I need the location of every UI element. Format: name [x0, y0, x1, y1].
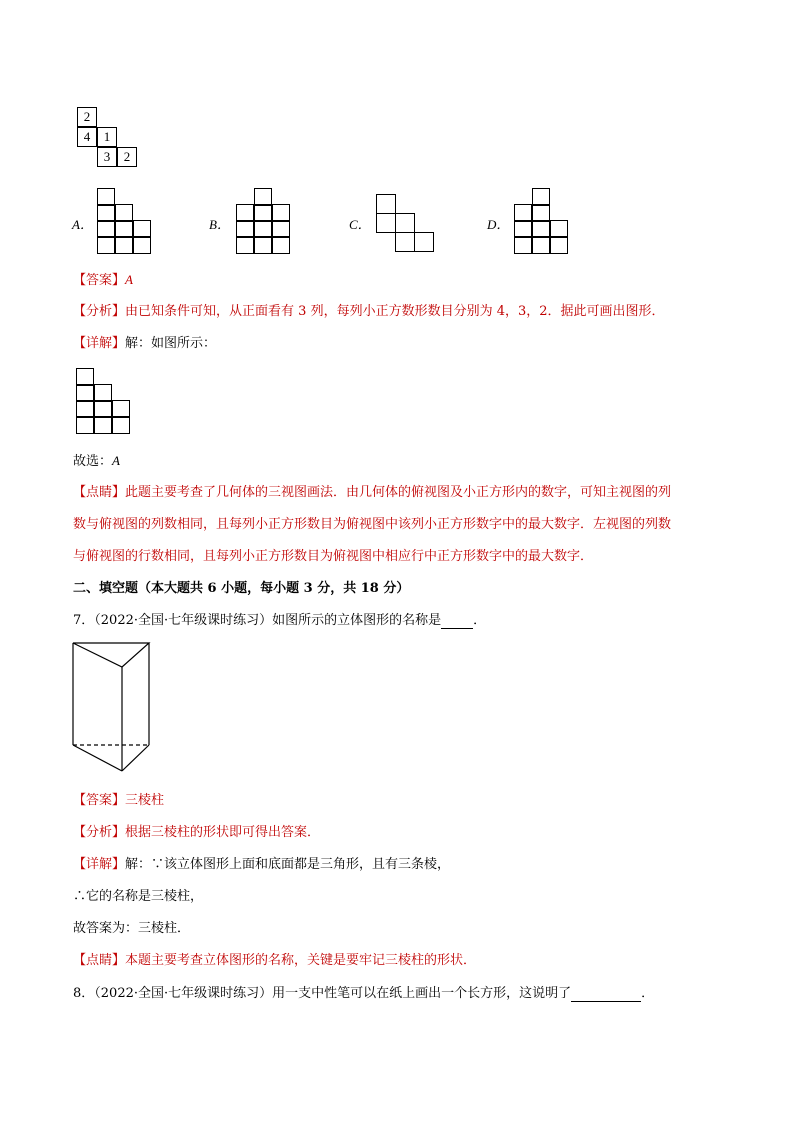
- q7-answer: [73, 793, 164, 809]
- option-b-label: B．: [209, 217, 230, 232]
- top-view-cell: 2: [117, 147, 137, 167]
- analysis-tag: 【分析】: [73, 304, 126, 319]
- q7-detail-line-2: ∴它的名称是三棱柱，: [73, 889, 204, 904]
- detail-tag: 【详解】: [73, 336, 126, 351]
- answer-tag: 【答案】: [73, 273, 126, 288]
- q7-comment: 【点睛】本题主要考查立体图形的名称，关键是要牢记三棱柱的形状．: [73, 953, 477, 968]
- q7-answer-blank[interactable]: [441, 612, 473, 629]
- top-view-cell: 1: [97, 127, 117, 147]
- q6-choose: 故选：A: [73, 453, 120, 469]
- answer-tag: 【答案】: [73, 793, 126, 808]
- q7-stem: 7．（2022·全国·七年级课时练习）如图所示的立体图形的名称是 ．: [73, 613, 487, 628]
- q6-answer: [73, 272, 133, 289]
- option-d-label: D．: [487, 217, 510, 232]
- q7-detail-line-3: 故答案为：三棱柱．: [73, 921, 191, 936]
- q8-stem: 8．（2022·全国·七年级课时练习）用一支中性笔可以在纸上画出一个长方形，这说明了 ．: [73, 986, 655, 1001]
- comment-tag: 【点睛】: [73, 485, 126, 500]
- q7-detail-line-1: 【详解】解：∵该立体图形上面和底面都是三角形，且有三条棱，: [73, 857, 451, 872]
- top-view-cell: 3: [97, 147, 117, 167]
- section-heading: 二、填空题（本大题共 6 小题，每小题 3 分，共 18 分）: [73, 581, 410, 596]
- analysis-tag: 【分析】: [73, 825, 126, 840]
- top-view-cell: 4: [77, 127, 97, 147]
- answer-value: 三棱柱: [125, 793, 165, 808]
- answer-value: A: [125, 272, 133, 287]
- q6-analysis: 【分析】由已知条件可知，从正面看有 3 列，每列小正方数形数目分别为 4，3，2．据此可画出图形．: [73, 304, 665, 319]
- q6-detail: 【详解】解：如图所示：: [73, 336, 217, 351]
- detail-tag: 【详解】: [73, 857, 126, 872]
- top-view-cell: 2: [77, 107, 97, 127]
- option-a-label: A．: [72, 217, 93, 232]
- comment-tag: 【点睛】: [73, 953, 126, 968]
- q8-answer-blank[interactable]: [571, 985, 641, 1002]
- q6-comment-line-1: 【点睛】此题主要考查了几何体的三视图画法．由几何体的俯视图及小正方形内的数字，可知主视图的列: [73, 485, 672, 500]
- q6-comment-line-2: 数与俯视图的列数相同，且每列小正方形数目为俯视图中该列小正方形数字中的最大数字．左视图的列数: [73, 517, 672, 532]
- triangular-prism-figure: [70, 640, 154, 780]
- q6-comment-line-3: 与俯视图的行数相同，且每列小正方形数目为俯视图中相应行中正方形数字中的最大数字．: [73, 549, 594, 564]
- option-c-label: C．: [349, 217, 371, 232]
- q7-analysis: 【分析】根据三棱柱的形状即可得出答案．: [73, 825, 321, 840]
